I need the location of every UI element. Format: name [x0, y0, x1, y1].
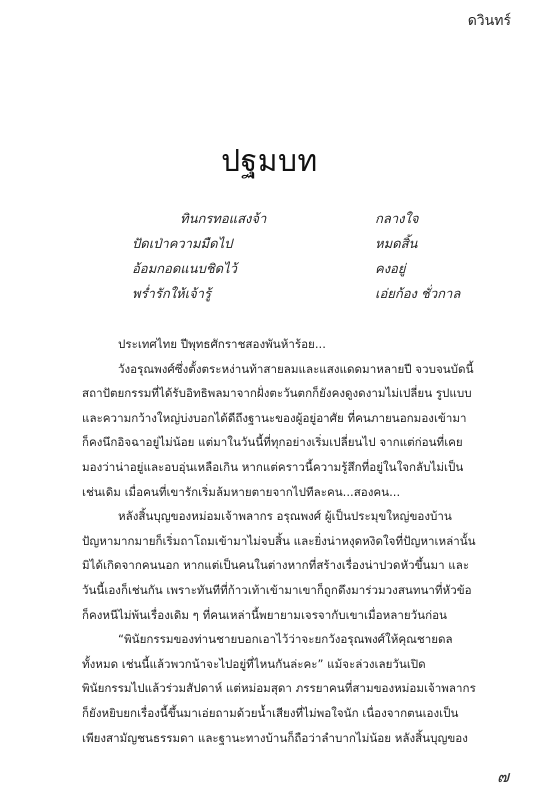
body-line: วังอรุณพงศ์ซึ่งตั้งตระหง่านท้าสายลมและแสงแดดมาหลายปี จวบจนบัดนี้: [118, 361, 474, 376]
poem-line-left: ทินกรทอแสงจ้า: [180, 212, 267, 227]
running-header-author: ดวินทร์: [467, 13, 511, 29]
poem-line-right: คงอยู่: [375, 262, 406, 277]
poem-line-left: อ้อมกอดแนบชิดไว้: [132, 262, 237, 277]
poem: [0, 208, 539, 308]
body-line: ก็คงหนีไม่พ้นเรื่องเดิม ๆ ที่คนเหล่านี้พยายามเจรจากับเขาเมื่อหลายวันก่อน: [82, 607, 447, 622]
body-line: ปัญหามากมายก็เริ่มถาโถมเข้ามาไม่จบสิ้น และยิ่งน่าหงุดหงิดใจที่ปัญหาเหล่านั้น: [82, 533, 476, 548]
body-text: [82, 332, 514, 750]
body-line: มองว่าน่าอยู่และอบอุ่นเหลือเกิน หากแต่คราวนี้ความรู้สึกที่อยู่ในใจกลับไม่เป็น: [82, 459, 464, 474]
body-line: ก็ยังหยิบยกเรื่องนี้ขึ้นมาเอ่ยถามด้วยน้ำเสียงที่ไม่พอใจนัก เนื่องจากตนเองเป็น: [82, 705, 459, 720]
body-line: มิได้เกิดจากคนนอก หากแต่เป็นคนในต่างหากที่สร้างเรื่องน่าปวดหัวขึ้นมา และ: [82, 558, 470, 573]
poem-line-left: ปัดเป่าความมืดไป: [132, 237, 233, 252]
body-line: ประเทศไทย ปีพุทธศักราชสองพันห้าร้อย...: [118, 337, 326, 351]
body-line: หลังสิ้นบุญของหม่อมเจ้าพลากร อรุณพงศ์ ผู้เป็นประมุขใหญ่ของบ้าน: [118, 509, 452, 524]
body-line: พินัยกรรมไปแล้วร่วมสัปดาห์ แต่หม่อมสุดา ภรรยาคนที่สามของหม่อมเจ้าพลากร: [82, 681, 476, 696]
poem-line-right: หมดสิ้น: [375, 237, 418, 252]
body-line: ทั้งหมด เช่นนี้แล้วพวกน้าจะไปอยู่ที่ไหนกันล่ะคะ” แม้จะล่วงเลยวันเปิด: [82, 656, 426, 671]
body-line: เช่นเดิม เมื่อคนที่เขารักเริ่มล้มหายตายจากไปทีละคน...สองคน...: [82, 484, 401, 499]
poem-line-right: เอ่ยก้อง ชั่วกาล: [375, 287, 461, 302]
page-number: ๗: [496, 767, 509, 786]
poem-row: [0, 233, 539, 258]
poem-line-right: กลางใจ: [375, 212, 419, 227]
body-line: ก็คงนึกอิจฉาอยู่ไม่น้อย แต่มาในวันนี้ที่ทุกอย่างเริ่มเปลี่ยนไป จากแต่ก่อนที่เคย: [82, 435, 463, 450]
poem-row: [0, 208, 539, 233]
body-line: เพียงสามัญชนธรรมดา และฐานะทางบ้านก็ถือว่าลำบากไม่น้อย หลังสิ้นบุญของ: [82, 730, 468, 745]
poem-row: [0, 283, 539, 308]
chapter-title: ปฐมบท: [221, 144, 318, 180]
poem-row: [0, 258, 539, 283]
body-line: วันนี้เองก็เช่นกัน เพราะทันทีที่ก้าวเท้าเข้ามาเขาก็ถูกดึงมาร่วมวงสนทนาที่หัวข้อ: [82, 582, 472, 597]
body-line: และความกว้างใหญ่บ่งบอกได้ดีถึงฐานะของผู้อยู่อาศัย ที่คนภายนอกมองเข้ามา: [82, 410, 467, 425]
body-line: สถาปัตยกรรมที่ได้รับอิทธิพลมาจากฝั่งตะวันตกก็ยังคงดูงดงามไม่เปลี่ยน รูปแบบ: [82, 386, 472, 401]
body-line: “พินัยกรรมของท่านชายบอกเอาไว้ว่าจะยกวังอรุณพงศ์ให้คุณชายดล: [118, 632, 453, 647]
poem-line-left: พร่ำรักให้เจ้ารู้: [132, 287, 211, 302]
